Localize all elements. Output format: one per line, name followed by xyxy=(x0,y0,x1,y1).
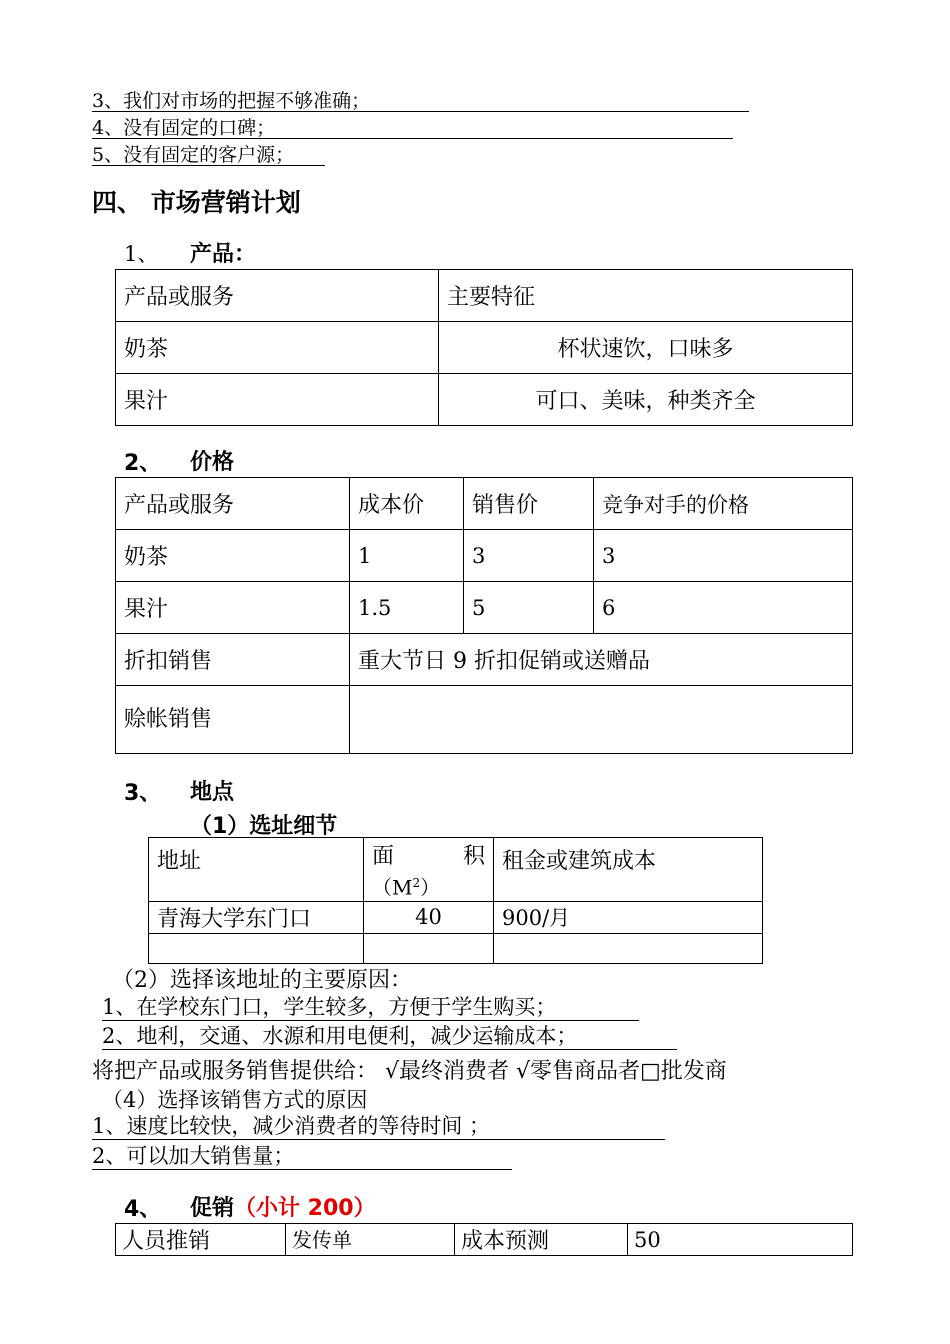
product-col-feature: 主要特征 xyxy=(439,270,853,322)
area-unit-open: （M xyxy=(372,875,413,900)
price-col-cost: 成本价 xyxy=(350,478,464,530)
location-subheading-1: （1）选址细节 xyxy=(190,814,338,839)
price-cell-name: 果汁 xyxy=(116,582,350,634)
promotion-cell-cost-value: 50 xyxy=(628,1224,853,1256)
area-unit-close: ） xyxy=(420,875,441,900)
table-row xyxy=(149,901,763,933)
price-heading: 价格 xyxy=(190,450,235,475)
product-col-service: 产品或服务 xyxy=(116,270,439,322)
price-cell-cost: 1.5 xyxy=(350,582,464,634)
table-row xyxy=(116,686,853,754)
table-row xyxy=(116,634,853,686)
promotion-cell-type: 人员推销 xyxy=(116,1224,286,1256)
price-col-sale: 销售价 xyxy=(464,478,594,530)
channel-line: 将把产品或服务销售提供给： √最终消费者 √零售商品者□批发商 xyxy=(92,1059,727,1084)
table-row xyxy=(116,530,853,582)
location-cell-address: 青海大学东门口 xyxy=(149,901,364,933)
location-col-rent: 租金或建筑成本 xyxy=(494,838,763,902)
location-subheading-4: （4）选择该销售方式的原因 xyxy=(102,1088,368,1112)
reason-item-1: 1、在学校东门口，学生较多，方便于学生购买； xyxy=(102,995,639,1021)
price-col-competitor: 竞争对手的价格 xyxy=(594,478,853,530)
price-cell-competitor: 3 xyxy=(594,530,853,582)
location-cell-rent: 900/月 xyxy=(494,901,763,933)
table-row xyxy=(116,322,853,374)
weakness-item-4: 4、没有固定的口碑； xyxy=(92,118,733,139)
price-cell-competitor: 6 xyxy=(594,582,853,634)
method-reason-item-1: 1、速度比较快，减少消费者的等待时间 ； xyxy=(92,1114,665,1140)
location-cell-empty xyxy=(149,933,364,963)
product-cell-feature: 可口、美味，种类齐全 xyxy=(439,374,853,426)
location-col-area xyxy=(364,838,494,902)
product-table xyxy=(115,269,853,426)
location-cell-area: 40 xyxy=(364,901,494,933)
price-col-service: 产品或服务 xyxy=(116,478,350,530)
method-reason-item-2: 2、可以加大销售量； xyxy=(92,1144,512,1170)
price-table-header xyxy=(116,478,853,530)
promotion-title: 促销 xyxy=(190,1196,235,1221)
credit-label: 赊帐销售 xyxy=(116,686,350,754)
location-table-header xyxy=(149,838,763,902)
section-title: 四、 市场营销计划 xyxy=(92,188,301,217)
location-cell-empty xyxy=(494,933,763,963)
weakness-item-3: 3、我们对市场的把握不够准确； xyxy=(92,91,749,112)
location-heading: 地点 xyxy=(190,780,235,805)
location-heading-number: 3、 xyxy=(124,781,162,806)
promotion-heading xyxy=(190,1191,376,1222)
price-cell-sale: 3 xyxy=(464,530,594,582)
promotion-cell-cost-label: 成本预测 xyxy=(455,1224,628,1256)
product-heading-number: 1、 xyxy=(124,242,159,266)
price-heading-number: 2、 xyxy=(124,451,162,476)
price-table xyxy=(115,477,853,754)
location-cell-empty xyxy=(364,933,494,963)
promotion-heading-number: 4、 xyxy=(124,1197,162,1222)
table-row xyxy=(116,1224,853,1256)
price-cell-name: 奶茶 xyxy=(116,530,350,582)
table-row xyxy=(116,374,853,426)
promotion-cell-method: 发传单 xyxy=(286,1224,455,1256)
price-cell-sale: 5 xyxy=(464,582,594,634)
area-label-char2: 积 xyxy=(462,844,485,869)
product-cell-name: 奶茶 xyxy=(116,322,439,374)
table-row xyxy=(116,582,853,634)
product-cell-feature: 杯状速饮，口味多 xyxy=(439,322,853,374)
product-table-header xyxy=(116,270,853,322)
area-unit-exp: 2 xyxy=(412,876,421,890)
credit-value xyxy=(350,686,853,754)
discount-value: 重大节日 9 折扣促销或送赠品 xyxy=(350,634,853,686)
weakness-item-5: 5、没有固定的客户源； xyxy=(92,145,325,166)
product-cell-name: 果汁 xyxy=(116,374,439,426)
price-cell-cost: 1 xyxy=(350,530,464,582)
promotion-subtotal: （小计 200） xyxy=(234,1196,376,1221)
location-subheading-2: （2）选择该地址的主要原因： xyxy=(112,968,412,993)
table-row xyxy=(149,933,763,963)
area-label-char1: 面 xyxy=(372,844,395,869)
promotion-table xyxy=(115,1223,853,1256)
reason-item-2: 2、地利，交通、水源和用电便利，减少运输成本； xyxy=(102,1024,677,1050)
product-heading: 产品： xyxy=(190,242,257,267)
location-table xyxy=(148,837,763,964)
location-col-address: 地址 xyxy=(149,838,364,902)
discount-label: 折扣销售 xyxy=(116,634,350,686)
